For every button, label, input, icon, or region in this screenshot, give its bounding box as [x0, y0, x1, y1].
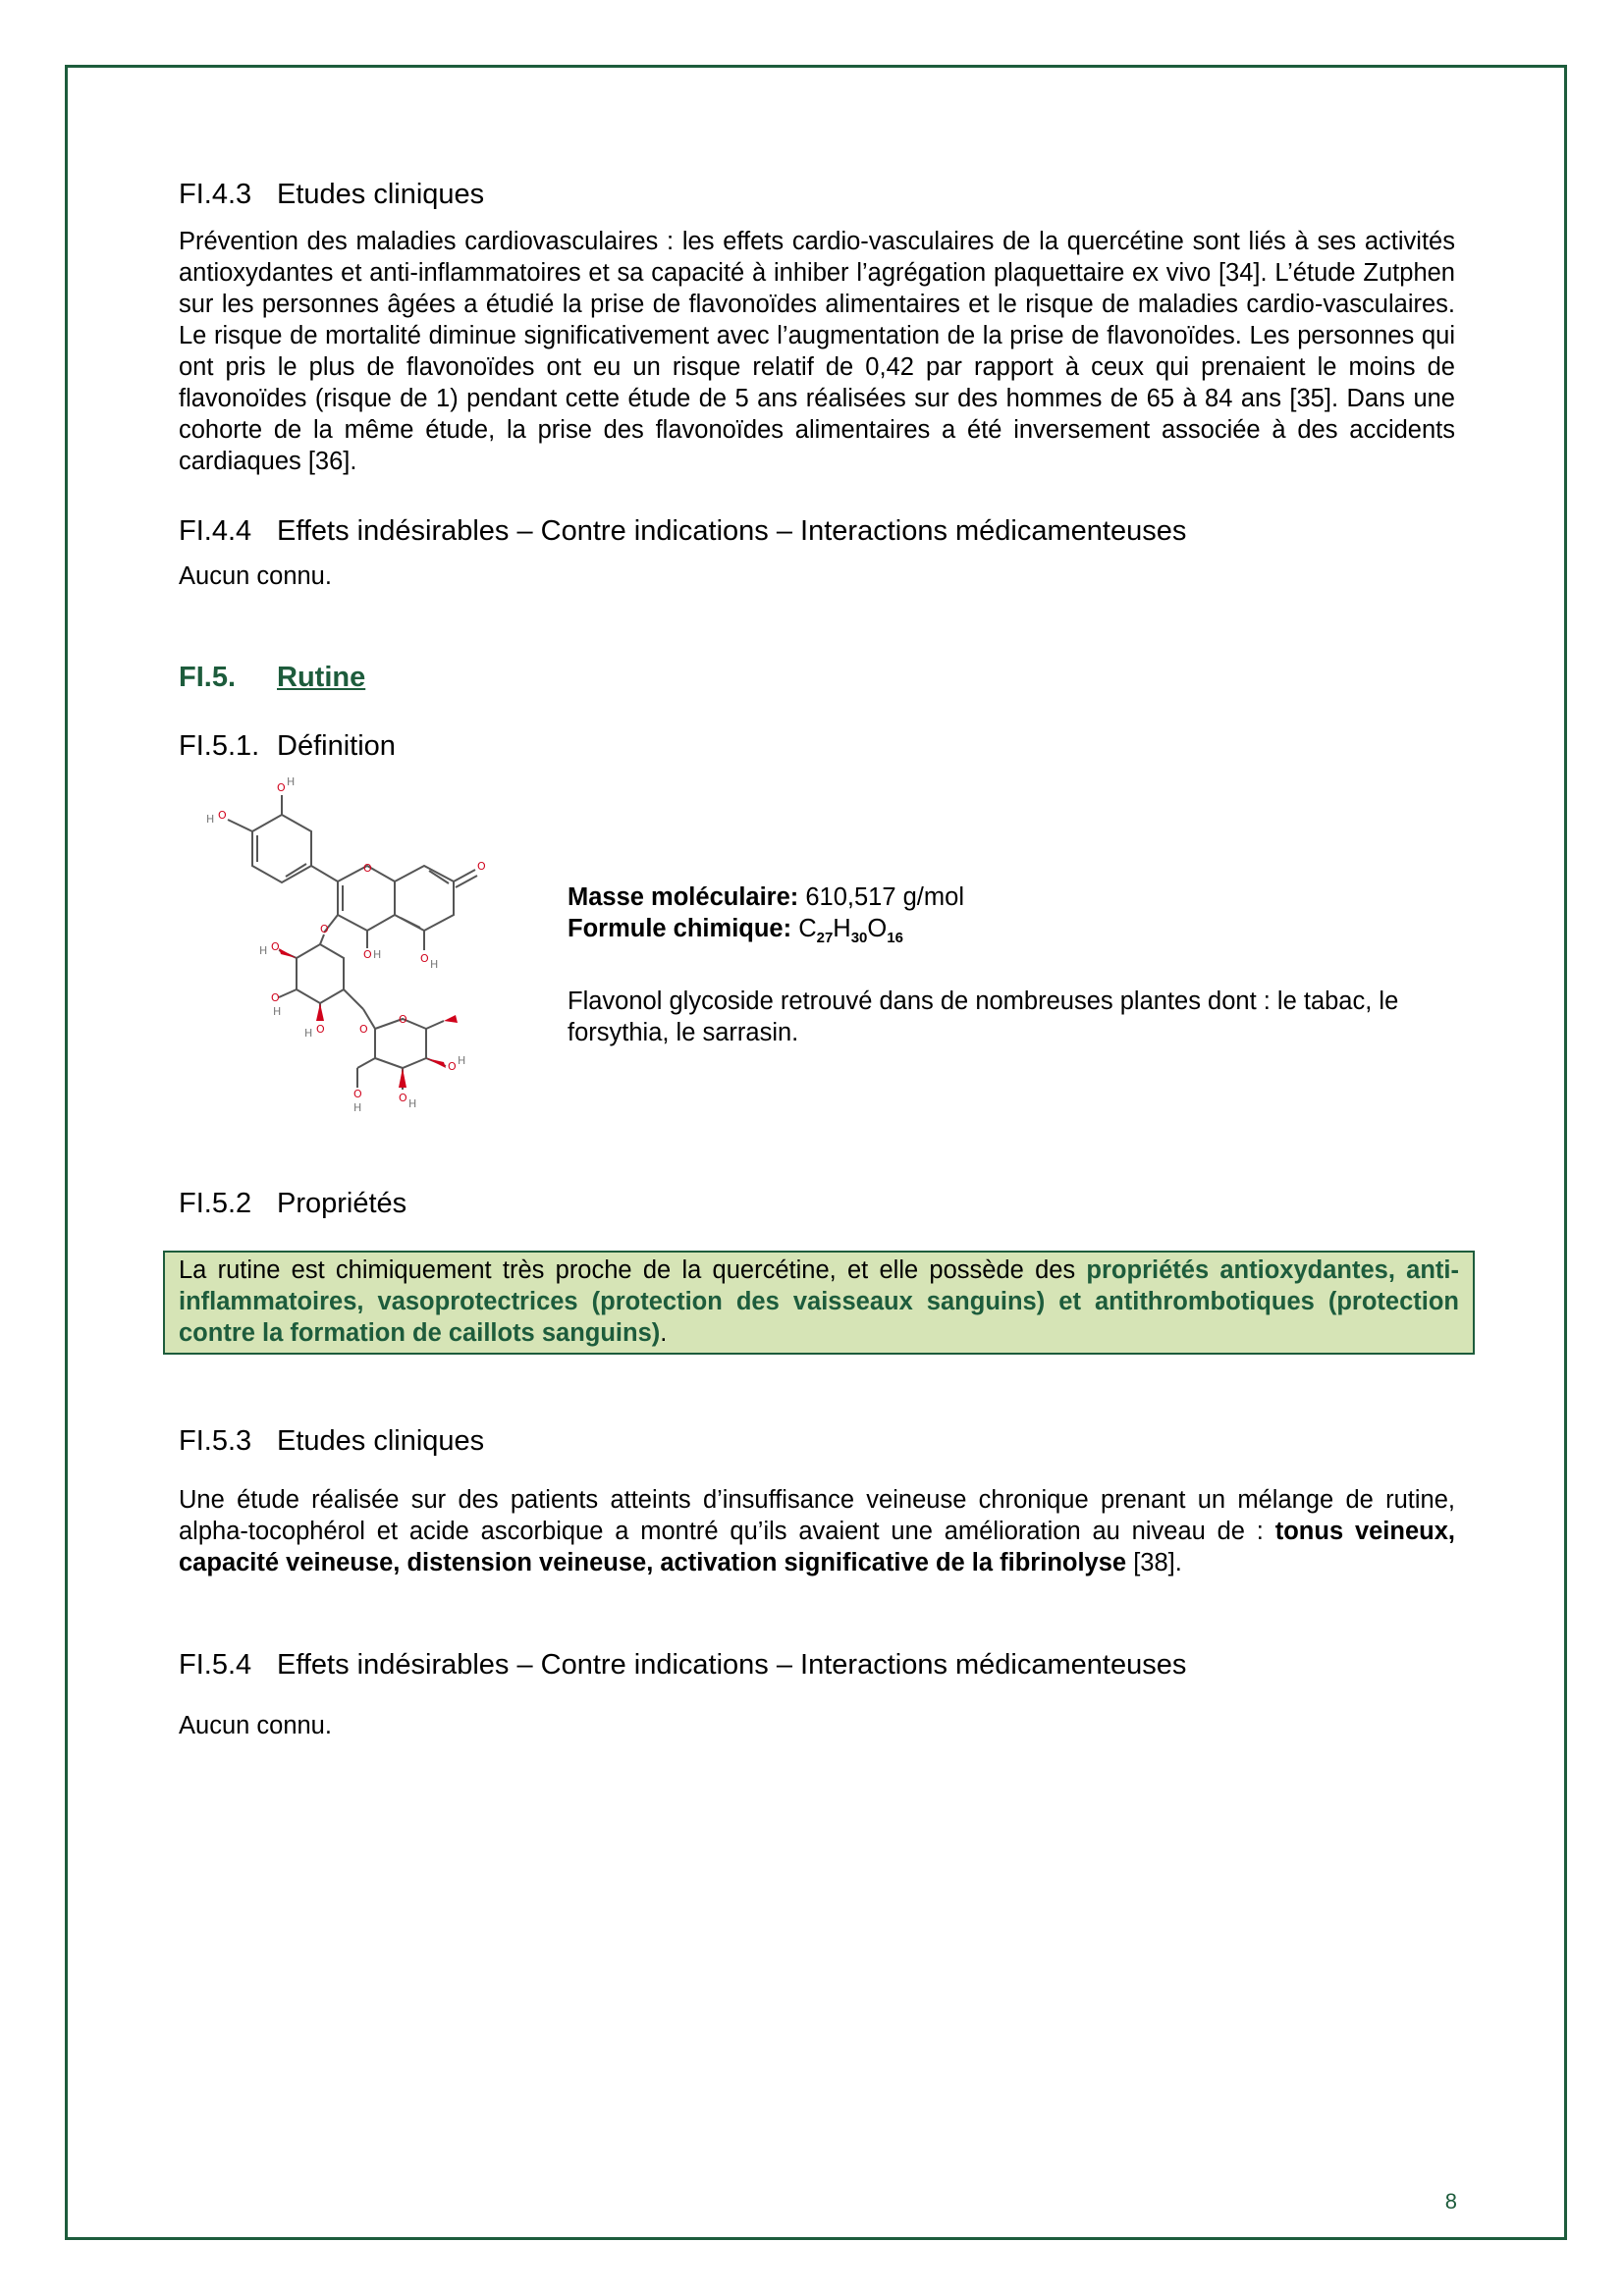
section-4-5 [179, 660, 1455, 695]
section-number: FI.4.3 [179, 179, 252, 210]
svg-text:O: O [399, 1013, 407, 1026]
section-4-4-3 [179, 177, 1455, 477]
page-number: 8 [1444, 2189, 1457, 2214]
chapter-number: FI.5. [179, 662, 237, 693]
section-4-5-2 [179, 1186, 1455, 1221]
definition-description: Flavonol glycoside retrouvé dans de nombreuses plantes dont : le tabac, le forsythia, le sarrasin. [568, 988, 1399, 1046]
paragraph-bold: tonus veineux, capacité veineuse, distension veineuse, activation significative de la fibrinolyse [179, 1518, 1455, 1576]
rutin-structure-image [198, 775, 513, 1168]
svg-text:O: O [271, 940, 280, 953]
highlight-end: . [660, 1319, 668, 1347]
svg-text:O: O [320, 923, 329, 935]
svg-text:O: O [420, 952, 429, 965]
highlight-intro: La rutine est chimiquement très proche de la quercétine, et elle possède des [179, 1256, 1087, 1284]
section-number: FI.5.2 [179, 1188, 252, 1219]
section-title: Effets indésirables – Contre indications – Interactions médicamenteuses [277, 515, 1187, 547]
formula-o: O [867, 915, 888, 942]
paragraph: Aucun connu. [179, 562, 332, 590]
svg-text:O: O [399, 1092, 407, 1104]
section-4-5-4 [179, 1647, 1455, 1741]
section-heading [179, 1186, 1455, 1221]
chapter-heading[interactable] [179, 660, 365, 695]
formula-c-subscript: 27 [816, 930, 834, 946]
svg-text:O: O [353, 1088, 362, 1100]
svg-text:H: H [458, 1054, 466, 1067]
section-number: FI.5.3 [179, 1425, 252, 1457]
svg-text:H: H [259, 944, 268, 957]
section-number: FI.5.4 [179, 1649, 252, 1681]
paragraph: Prévention des maladies cardiovasculaires : les effets cardio-vasculaires de la quercétine sont liés à ses activités antioxydantes et anti-inflammatoires et sa capacité à inhiber l’agrégation plaquettaire ex vivo [34]. L’étude Zutphen sur les personnes âgées a étudié la prise de flavonoïdes alimentaires et le risque de maladies cardio-vasculaires. Le risque de mortalité diminue significativement avec l’augmentation de la prise de flavonoïdes. Les personnes qui ont pris le plus de flavonoïdes ont eu un risque relatif de 0,42 par rapport à ceux qui prenaient le moins de flavonoïdes (risque de 1) pendant cette étude de 5 ans réalisées sur des hommes de 65 à 84 ans [35]. Dans une cohorte de la même étude, la prise des flavonoïdes alimentaires a été inversement associée à des accidents cardiaques [36]. [179, 228, 1455, 475]
section-number: FI.5.1. [179, 730, 260, 762]
svg-text:H: H [304, 1027, 313, 1040]
definition-details [568, 881, 1455, 1048]
highlight-box [163, 1251, 1475, 1355]
section-heading [179, 1647, 1455, 1682]
svg-text:O: O [277, 781, 286, 794]
chapter-title: Rutine [277, 662, 366, 693]
section-heading [179, 728, 1455, 764]
svg-text:O: O [363, 862, 372, 875]
highlight-text [179, 1255, 1459, 1349]
section-heading [179, 177, 1455, 212]
section-4-5-3 [179, 1423, 1455, 1578]
section-title: Propriétés [277, 1188, 407, 1219]
svg-text:H: H [353, 1101, 362, 1114]
section-4-4-4 [179, 513, 1455, 592]
section-title: Etudes cliniques [277, 1425, 485, 1457]
svg-text:H: H [287, 775, 296, 788]
svg-text:H: H [408, 1097, 417, 1110]
section-title: Définition [277, 730, 396, 762]
svg-text:H: H [273, 1005, 282, 1018]
formula-o-subscript: 16 [887, 930, 903, 946]
svg-text:O: O [271, 991, 280, 1004]
svg-text:H: H [206, 813, 215, 826]
paragraph-end: [38]. [1126, 1549, 1182, 1576]
svg-text:O: O [448, 1060, 457, 1073]
formula-c: C [791, 915, 817, 942]
paragraph: Aucun connu. [179, 1712, 332, 1739]
svg-text:H: H [430, 958, 439, 971]
definition-row [179, 775, 1455, 1198]
formula-h-subscript: 30 [850, 930, 868, 946]
formula-h: H [833, 915, 851, 942]
section-title: Effets indésirables – Contre indications – Interactions médicamenteuses [277, 1649, 1187, 1681]
section-4-5-1 [179, 728, 1455, 764]
svg-text:H: H [373, 948, 382, 961]
paragraph [179, 1484, 1455, 1578]
svg-text:O: O [477, 860, 486, 873]
section-title: Etudes cliniques [277, 179, 485, 210]
section-number: FI.4.4 [179, 515, 252, 547]
molecular-mass-value: 610,517 g/mol [798, 883, 964, 911]
section-heading [179, 513, 1455, 549]
chemical-formula-label: Formule chimique: [568, 915, 792, 942]
svg-text:O: O [363, 948, 372, 961]
section-heading [179, 1423, 1455, 1459]
molecular-mass [568, 881, 1455, 913]
paragraph-intro: Une étude réalisée sur des patients atteints d’insuffisance veineuse chronique prenant un mélange de rutine, alpha-tocophérol et acide ascorbique a montré qu’ils avaient une amélioration au niveau de : [179, 1486, 1455, 1545]
highlight-properties: propriétés antioxydantes, anti-inflammatoires, vasoprotectrices (protection des vaisseaux sanguins) et antithrombotiques (protection contre la formation de caillots sanguins) [179, 1256, 1459, 1347]
molecular-mass-label: Masse moléculaire: [568, 883, 799, 911]
svg-text:O: O [218, 809, 227, 822]
svg-text:O: O [359, 1023, 368, 1036]
svg-text:O: O [316, 1023, 325, 1036]
chemical-formula [568, 913, 1455, 954]
